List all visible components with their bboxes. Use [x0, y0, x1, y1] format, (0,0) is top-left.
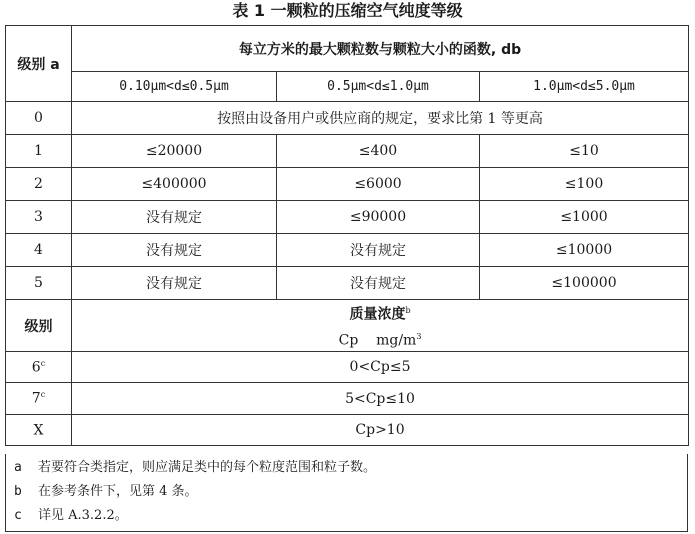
mass-value-cell: 0<Cp≤5 — [72, 352, 689, 383]
value-cell: 没有规定 — [277, 234, 480, 267]
header-row — [6, 26, 689, 72]
grade-label: X — [33, 422, 44, 439]
footnote — [14, 504, 679, 528]
mass-grade-header: 级别 — [6, 300, 72, 352]
value-cell: ≤20000 — [72, 135, 277, 168]
grade-cell: 1 — [6, 135, 72, 168]
mass-title: 质量浓度 — [349, 306, 406, 323]
table-row — [6, 234, 689, 267]
range-header-2: 0.5μm<d≤1.0μm — [277, 72, 480, 102]
value-cell: ≤100 — [480, 168, 689, 201]
value-cell: ≤100000 — [480, 267, 689, 300]
purity-class-table — [5, 25, 689, 446]
value-cell: ≤10 — [480, 135, 689, 168]
mass-unit: Cp mg/m — [338, 332, 417, 349]
footnote — [14, 456, 679, 480]
grade-cell: 3 — [6, 201, 72, 234]
grade-sup: c — [40, 358, 46, 368]
grade-cell — [6, 415, 72, 446]
value-cell: 没有规定 — [72, 234, 277, 267]
grade-header: 级别 a — [6, 26, 72, 102]
value-cell: ≤400 — [277, 135, 480, 168]
table-row — [6, 201, 689, 234]
grade-sup: c — [40, 390, 46, 400]
grade-label: 6 — [31, 359, 41, 376]
table-row — [6, 383, 689, 415]
value-cell: ≤400000 — [72, 168, 277, 201]
mass-header-row — [6, 300, 689, 352]
table-row — [6, 267, 689, 300]
mass-unit-sup: 3 — [416, 331, 422, 341]
value-cell: ≤90000 — [277, 201, 480, 234]
grade-cell: 2 — [6, 168, 72, 201]
value-cell: ≤1000 — [480, 201, 689, 234]
group-header: 每立方米的最大颗粒数与颗粒大小的函数, db — [72, 26, 689, 72]
value-cell: ≤10000 — [480, 234, 689, 267]
footnote-key: a — [14, 460, 22, 475]
grade-cell: 0 — [6, 102, 72, 135]
footnote-key: b — [14, 484, 22, 499]
range-header-3: 1.0μm<d≤5.0μm — [480, 72, 689, 102]
value-cell: 没有规定 — [72, 201, 277, 234]
value-cell: 没有规定 — [277, 267, 480, 300]
table-title: 表 1 一颗粒的压缩空气纯度等级 — [232, 1, 463, 20]
value-cell: 没有规定 — [72, 267, 277, 300]
value-cell: ≤6000 — [277, 168, 480, 201]
table-row — [6, 135, 689, 168]
range-header-1: 0.10μm<d≤0.5μm — [72, 72, 277, 102]
mass-concentration-header — [72, 300, 689, 352]
table-row — [6, 102, 689, 135]
table-row — [6, 352, 689, 383]
mass-value-cell: 5<Cp≤10 — [72, 383, 689, 415]
footnote-text: 若要符合类指定，则应满足类中的每个粒度范围和粒子数。 — [38, 460, 377, 475]
grade-cell: 5 — [6, 267, 72, 300]
footnote-text: 详见 A.3.2.2。 — [38, 508, 128, 523]
table-row — [6, 415, 689, 446]
footnote-key: c — [14, 508, 22, 523]
grade-cell — [6, 383, 72, 415]
grade-0-description: 按照由设备用户或供应商的规定，要求比第 1 等更高 — [72, 102, 689, 135]
footnote — [14, 480, 679, 504]
footnote-text: 在参考条件下，见第 4 条。 — [38, 484, 198, 499]
mass-value-cell: Cp>10 — [72, 415, 689, 446]
mass-title-sup: b — [405, 306, 411, 315]
table-footnotes — [5, 454, 688, 532]
grade-label: 7 — [31, 391, 41, 408]
grade-cell — [6, 352, 72, 383]
table-row — [6, 168, 689, 201]
grade-cell: 4 — [6, 234, 72, 267]
range-header-row — [6, 72, 689, 102]
